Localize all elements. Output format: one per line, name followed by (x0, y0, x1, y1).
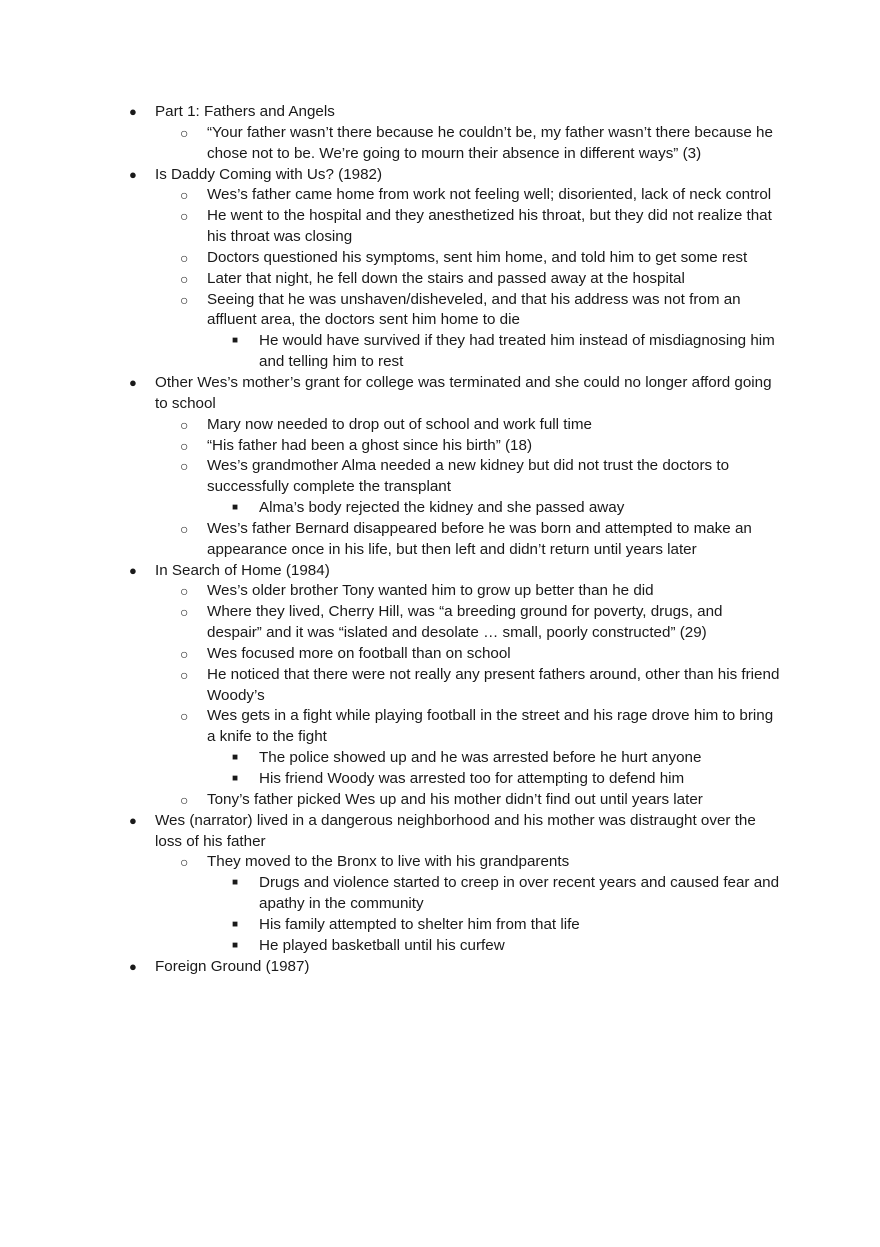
list-item-text: “His father had been a ghost since his birth” (18) (207, 436, 533, 454)
list-item-level-1 (0, 102, 780, 123)
bullet-icon: ○ (180, 583, 189, 600)
list-item-text: They moved to the Bronx to live with his grandparents (207, 853, 570, 871)
list-item-text: Wes gets in a fight while playing football in the street and his rage drove him to bring a knife to the fight (207, 707, 774, 746)
list-item-text: Wes’s father came home from work not feeling well; disoriented, lack of neck control (207, 186, 772, 204)
list-item-level-3 (0, 873, 780, 915)
list-item-text: Wes’s father Bernard disappeared before he was born and attempted to make an appearance once in his life, but then left and didn’t return until years later (207, 519, 752, 558)
bullet-icon: ● (129, 104, 137, 119)
list-item-text: Wes (narrator) lived in a dangerous neighborhood and his mother was distraught over the loss of his father (155, 811, 756, 850)
bullet-icon: ○ (180, 124, 189, 141)
bullet-icon: ○ (180, 604, 189, 621)
list-item-text: Alma’s body rejected the kidney and she passed away (259, 499, 625, 517)
list-item-text: Doctors questioned his symptoms, sent him home, and told him to get some rest (207, 248, 748, 266)
bullet-icon: ○ (180, 249, 189, 266)
bullet-icon: ■ (232, 335, 239, 347)
list-item-level-1 (0, 373, 780, 415)
list-item-text: He noticed that there were not really any present fathers around, other than his friend Woody’s (207, 665, 780, 704)
list-item-level-3 (0, 748, 780, 769)
list-item-level-2 (0, 415, 780, 436)
list-item-level-2 (0, 248, 780, 269)
bullet-icon: ○ (180, 645, 189, 662)
list-item-text: In Search of Home (1984) (155, 561, 330, 579)
bullet-icon: ○ (180, 416, 189, 433)
bullet-icon: ○ (180, 458, 189, 475)
list-item-level-1 (0, 561, 780, 582)
notes-document (0, 102, 880, 977)
list-item-text: “Your father wasn’t there because he couldn’t be, my father wasn’t there because he chose not to be. We’re going to mourn their absence in different ways” (3) (207, 123, 773, 162)
bullet-icon: ○ (180, 208, 189, 225)
list-item-level-2 (0, 581, 780, 602)
list-item-text: Other Wes’s mother’s grant for college was terminated and she could no longer afford going to school (155, 373, 772, 412)
list-item-level-2 (0, 706, 780, 748)
list-item-text: Later that night, he fell down the stairs and passed away at the hospital (207, 269, 685, 287)
list-item-text: Wes’s older brother Tony wanted him to grow up better than he did (207, 582, 654, 600)
bullet-icon: ○ (180, 791, 189, 808)
list-item-level-2 (0, 269, 780, 290)
bullet-icon: ● (129, 812, 137, 828)
bullet-icon: ● (129, 562, 137, 578)
bullet-icon: ○ (180, 520, 189, 537)
list-item-level-3 (0, 915, 780, 936)
list-item-text: Part 1: Fathers and Angels (155, 103, 335, 120)
list-item-text: Tony’s father picked Wes up and his mother didn’t find out until years later (207, 790, 703, 808)
list-item-level-3 (0, 331, 780, 373)
list-item-level-2 (0, 519, 780, 561)
bullet-icon: ● (129, 958, 137, 974)
bullet-icon: ○ (180, 187, 189, 204)
list-item-text: Foreign Ground (1987) (155, 957, 310, 975)
list-item-text: Wes’s grandmother Alma needed a new kidney but did not trust the doctors to successfully complete the transplant (207, 457, 730, 496)
bullet-icon: ■ (232, 918, 239, 930)
bullet-icon: ● (129, 166, 137, 182)
list-item-level-1 (0, 957, 780, 978)
bullet-icon: ○ (180, 270, 189, 287)
list-item-level-3 (0, 769, 780, 790)
bullet-icon: ■ (232, 752, 239, 764)
list-item-text: He played basketball until his curfew (259, 936, 505, 954)
list-item-level-2 (0, 185, 780, 206)
bullet-icon: ■ (232, 939, 239, 951)
list-item-text: His friend Woody was arrested too for attempting to defend him (259, 770, 685, 787)
list-item-level-1 (0, 165, 780, 186)
list-item-text: He would have survived if they had treated him instead of misdiagnosing him and telling him to rest (259, 332, 775, 371)
list-item-text: Is Daddy Coming with Us? (1982) (155, 165, 383, 183)
bullet-icon: ○ (180, 666, 189, 683)
list-item-level-3 (0, 498, 780, 519)
list-item-level-2 (0, 852, 780, 873)
list-item-level-2 (0, 456, 780, 498)
list-item-level-2 (0, 123, 780, 165)
bullet-icon: ○ (180, 708, 189, 725)
list-item-level-2 (0, 602, 780, 644)
list-item-level-2 (0, 790, 780, 811)
list-item-level-2 (0, 436, 780, 457)
list-item-level-1 (0, 811, 780, 853)
list-item-text: His family attempted to shelter him from that life (259, 915, 580, 933)
list-item-level-2 (0, 644, 780, 665)
list-item-text: Where they lived, Cherry Hill, was “a breeding ground for poverty, drugs, and despair” and it was “islated and desolate … small, poorly constructed” (29) (207, 603, 723, 642)
list-item-level-3 (0, 936, 780, 957)
list-item-text: Seeing that he was unshaven/disheveled, and that his address was not from an affluent area, the doctors sent him home to die (207, 290, 741, 329)
list-item-text: Wes focused more on football than on school (207, 644, 511, 662)
list-item-level-2 (0, 290, 780, 332)
list-item-level-2 (0, 665, 780, 707)
list-item-text: Mary now needed to drop out of school and work full time (207, 415, 592, 433)
bullet-icon: ● (129, 374, 137, 390)
bullet-icon: ■ (232, 877, 239, 889)
bullet-icon: ○ (180, 291, 189, 308)
list-item-level-2 (0, 206, 780, 248)
bullet-icon: ○ (180, 854, 189, 871)
bullet-icon: ○ (180, 437, 189, 454)
list-item-text: The police showed up and he was arrested before he hurt anyone (259, 749, 702, 767)
bullet-icon: ■ (232, 773, 239, 784)
list-item-text: Drugs and violence started to creep in over recent years and caused fear and apathy in the community (259, 874, 780, 913)
list-item-text: He went to the hospital and they anesthetized his throat, but they did not realize that his throat was closing (207, 207, 772, 246)
bullet-icon: ■ (232, 502, 239, 514)
